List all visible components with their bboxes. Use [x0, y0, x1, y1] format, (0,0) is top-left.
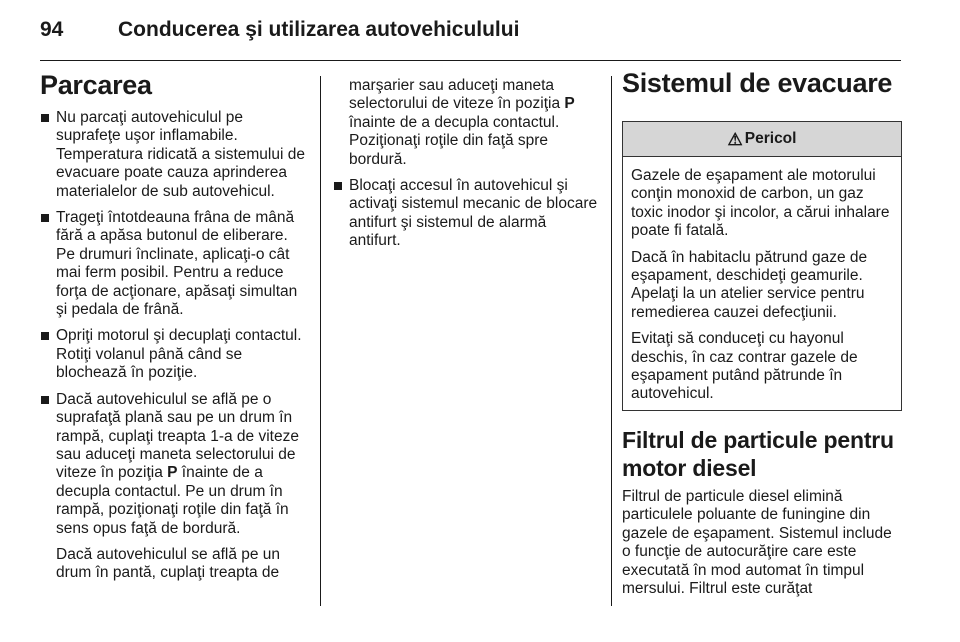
- running-title: Conducerea şi utilizarea autovehiculului: [118, 18, 520, 41]
- list-item-text: Blocaţi accesul în autovehicul şi activaţi sistemul mecanic de blocare antifurt şi sistemul de alarmă antifurt.: [349, 177, 598, 250]
- bullet-square-icon: [334, 182, 342, 190]
- page-header: [40, 14, 920, 44]
- warning-paragraph: Dacă în habitaclu pătrund gaze de eşapament, deschideţi geamurile. Apelaţi la un atelier service pentru remedierea cauzei defecţiunii.: [631, 248, 868, 321]
- bullet-square-icon: [41, 214, 49, 222]
- warning-label: Pericol: [744, 129, 797, 147]
- bullet-square-icon: [41, 114, 49, 122]
- column-3: [622, 66, 902, 598]
- text-segment: Dacă autovehiculul se află pe o suprafaţă plană sau pe un drum în rampă, cuplaţi treapta 1-a de viteze sau aduceţi maneta selectorului de viteze în poziţia: [56, 390, 299, 482]
- list-item-text: Nu parcaţi autovehiculul pe suprafeţe uşor inflamabile. Temperatura ridicată a sistemului de evacuare poate cauza aprinderea materialelor de sub autovehicul.: [56, 109, 305, 200]
- continuation-text: [349, 77, 575, 168]
- list-item: [40, 109, 308, 201]
- text-segment: înainte de a decupla contactul. Pe un drum în rampă, poziţionaţi roţile din faţă în sens opus faţă de bordură.: [56, 464, 289, 537]
- text-segment: înainte de a decupla contactul. Poziţionaţi roţile din faţă spre bordură.: [349, 113, 560, 168]
- list-item-continuation: [56, 546, 308, 583]
- list-item-text: Trageţi întotdeauna frâna de mână fără a apăsa butonul de eliberare. Pe drumuri înclinate, aplicaţi-o cât mai ferm posibil. Pentru a reduce forţa de acţionare, apăsaţi simultan şi pedala de frână.: [56, 209, 298, 319]
- section-heading-parcarea: Parcarea: [40, 70, 152, 100]
- list-item: [333, 177, 598, 251]
- column-divider: [611, 76, 612, 606]
- list-item-text: [56, 391, 308, 538]
- bullet-square-icon: [41, 332, 49, 340]
- warning-paragraph: Evitaţi să conduceţi cu hayonul deschis, în caz contrar gazele de eşapament putând pătrunde în autovehicul.: [631, 330, 858, 403]
- section-paragraph: Filtrul de particule diesel elimină particulele poluante de funingine din gazele de eşapament. Sistemul include o funcţie de autocurăţire care este executată în mod automat în timpul mersului. Filtrul este curăţat: [622, 487, 892, 597]
- danger-warning-box: [622, 121, 902, 411]
- section-heading-evacuare: Sistemul de evacuare: [622, 68, 893, 98]
- list-item: [40, 209, 308, 319]
- warning-triangle-icon: ⚠: [727, 129, 743, 149]
- section-heading-filtru: Filtrul de particule pentru motor diesel: [622, 426, 894, 481]
- warning-paragraph: Gazele de eşapament ale motorului conţin monoxid de carbon, un gaz toxic inodor şi incolor, a cărui inhalare poate fi fatală.: [631, 167, 890, 240]
- text-segment: Dacă autovehiculul se află pe un drum în pantă, cuplaţi treapta de: [56, 545, 281, 582]
- column-2: [333, 77, 598, 259]
- column-divider: [320, 76, 321, 606]
- parking-list: [40, 109, 308, 583]
- page-number: 94: [40, 18, 64, 41]
- list-item: [40, 391, 308, 583]
- list-item-text: Opriţi motorul şi decuplaţi contactul. Rotiţi volanul până când se blochează în poziţie.: [56, 327, 302, 382]
- bullet-square-icon: [41, 396, 49, 404]
- list-item: [40, 327, 308, 382]
- list-item-continuation-display: [333, 77, 598, 169]
- gear-position-p: P: [167, 464, 178, 482]
- header-rule: [40, 60, 901, 61]
- column-1: [40, 68, 308, 591]
- text-segment: marşarier sau aduceţi maneta selectorului de viteze în poziţia: [349, 77, 565, 113]
- warning-body: [623, 157, 901, 410]
- parking-list-continued: [333, 177, 598, 251]
- warning-header: [623, 122, 901, 157]
- gear-position-p: P: [564, 95, 575, 113]
